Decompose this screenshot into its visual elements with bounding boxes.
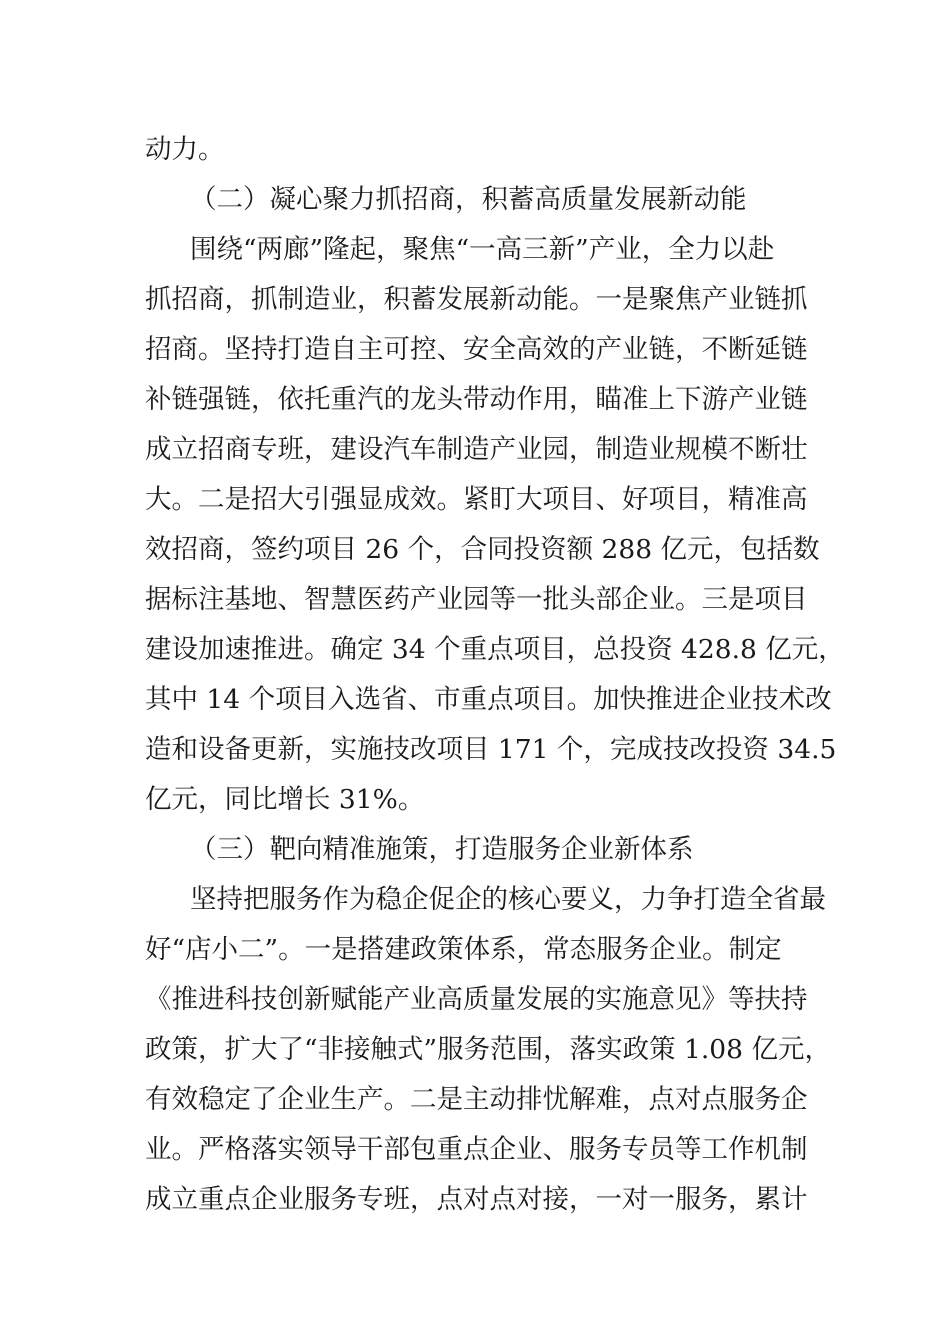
paragraph-line: 建设加速推进。确定 34 个重点项目，总投资 428.8 亿元， <box>145 634 845 665</box>
paragraph-line: 业。严格落实领导干部包重点企业、服务专员等工作机制 <box>145 1134 808 1165</box>
paragraph-line: 成立重点企业服务专班，点对点对接，一对一服务，累计 <box>145 1184 808 1215</box>
paragraph-line: 据标注基地、智慧医药产业园等一批头部企业。三是项目 <box>145 584 808 615</box>
paragraph-line: 亿元，同比增长 31%。 <box>145 784 425 815</box>
paragraph-line: 围绕“两廊”隆起，聚焦“一高三新”产业，全力以赴 <box>190 234 775 265</box>
paragraph-line: 成立招商专班，建设汽车制造产业园，制造业规模不断壮 <box>145 434 808 465</box>
paragraph-line: 好“店小二”。一是搭建政策体系，常态服务企业。制定 <box>145 934 782 965</box>
section-heading: （二）凝心聚力抓招商，积蓄高质量发展新动能 <box>190 184 747 215</box>
paragraph-line: 招商。坚持打造自主可控、安全高效的产业链，不断延链 <box>145 334 808 365</box>
paragraph-line: 大。二是招大引强显成效。紧盯大项目、好项目，精准高 <box>145 484 808 515</box>
paragraph-line: 其中 14 个项目入选省、市重点项目。加快推进企业技术改 <box>145 684 832 715</box>
paragraph-line: 政策，扩大了“非接触式”服务范围，落实政策 1.08 亿元， <box>145 1034 831 1065</box>
paragraph-line: 《推进科技创新赋能产业高质量发展的实施意见》等扶持 <box>145 984 808 1015</box>
paragraph-line: 坚持把服务作为稳企促企的核心要义，力争打造全省最 <box>190 884 826 915</box>
paragraph-line: 补链强链，依托重汽的龙头带动作用，瞄准上下游产业链 <box>145 384 808 415</box>
paragraph-line: 有效稳定了企业生产。二是主动排忧解难，点对点服务企 <box>145 1084 808 1115</box>
paragraph-line: 造和设备更新，实施技改项目 171 个，完成技改投资 34.5 <box>145 734 837 765</box>
paragraph-line: 抓招商，抓制造业，积蓄发展新动能。一是聚焦产业链抓 <box>145 284 808 315</box>
section-heading: （三）靶向精准施策，打造服务企业新体系 <box>190 834 694 865</box>
paragraph-line: 效招商，签约项目 26 个，合同投资额 288 亿元，包括数 <box>145 534 820 565</box>
paragraph-line: 动力。 <box>145 134 225 165</box>
